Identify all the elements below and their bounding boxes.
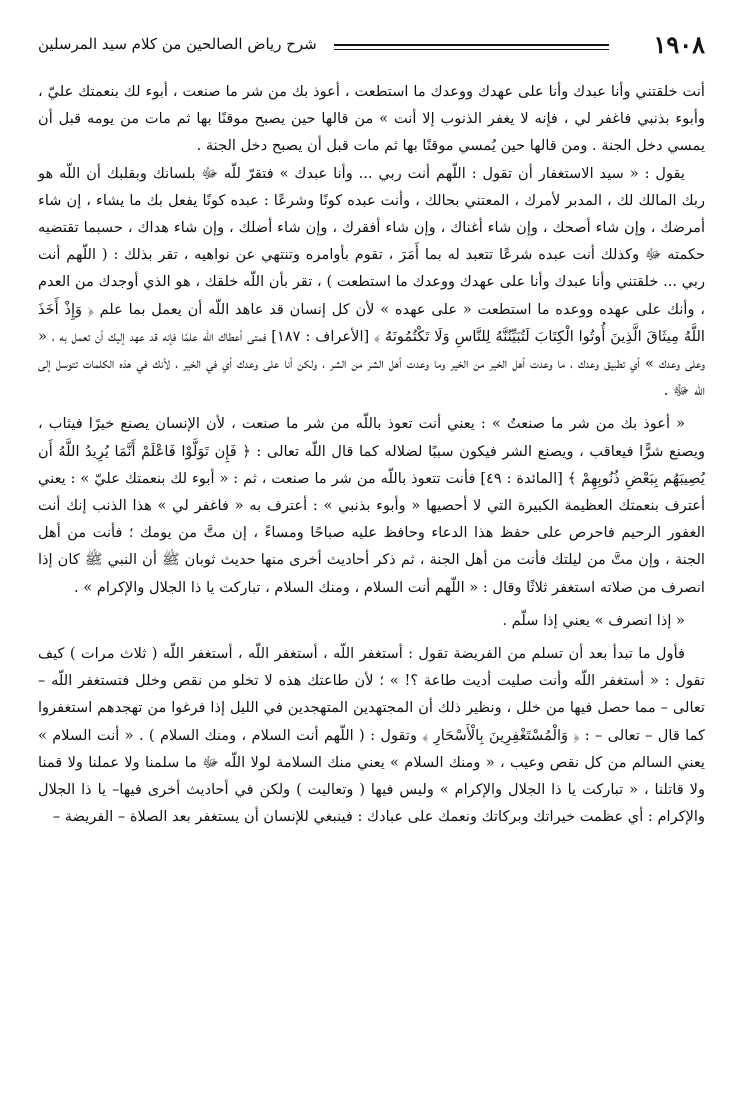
- page-body: [38, 78, 705, 830]
- paragraph: يقول : « سيد الاستغفار أن تقول : اللّهم أنت ربي ... وأنا عبدك » فتقرّ للّه ﷻ بلسانك وبقلبك أن اللّه هو ربك المالك لك ، المدبر لأمرك ، المعتني بحالك ، وأنت عبده كونًا وشرعًا : عبده كونًا يفعل بك ما يشاء ، إن شاء أمرضك ، وإن شاء أصحك ، وإن شاء أغناك ، وإن شاء أفقرك ، وإن شاء أضلك ، وإن شاء هداك ، حسبما تقتضيه حكمته ﷻ وكذلك أنت عبده شرعًا تتعبد له بما أَمَرَ ، تقوم بأوامره وتنتهي عن نواهيه ، تقر بذلك : ( اللّهم أنت ربي ... خلقتني وأنا عبدك وأنا على عهدك ووعدك ما استطعت ) ، تقر بأن اللّه خلقك ، هو الذي أوجدك من العدم ، وأنك على عهده ووعده ما استطعت « على عهده » لأن كل إنسان قد عاهد اللّه أن يعمل بما علم ﴿ وَإِذْ أَخَذَ اللَّهُ مِيثَاقَ الَّذِينَ أُوتُوا الْكِتَابَ لَتُبَيِّنُنَّهُ لِلنَّاسِ وَلَا تَكْتُمُونَهُ ﴾ [الأعراف : ١٨٧] فمتى أعطاك اللّه علمًا فإنه قد عهد إليك أن تعمل به ، « وعلى وعدك » أي تطبيق وعدك ، ما وعدت أهل الخير من الخير وما وعدت أهل الشر من الشر ، ولكن أنا على وعدك أي في الخير ، لأنك في هذه الكلمات تتوسل إلى اللّه ﷻ .: [38, 164, 705, 400]
- running-title: شرح رياض الصالحين من كلام سيد المرسلين: [38, 35, 317, 53]
- paragraph: فأول ما تبدأ بعد أن تسلم من الفريضة تقول : أستغفر اللّه ، أستغفر اللّه ، أستغفر اللّه ( ثلاث مرات ) كيف تقول : « أستغفر اللّه وأنت صليت أديت طاعة ؟! » ؛ لأن طاعتك هذه لا تخلو من نقص وخلل فتستغفر اللّه – تعالى – مما حصل فيها من خلل ، ونظير ذلك أن المجتهدين المتهجدين في الليل إذا فرغوا من تهجدهم استغفروا كما قال – تعالى – : ﴿ وَالْمُسْتَغْفِرِينَ بِالْأَسْحَارِ ﴾ وتقول : ( اللّهم أنت السلام ، ومنك السلام ) . « أنت السلام » يعني السالم من كل نقص وعيب ، « ومنك السلام » يعني منك السلامة لولا اللّه ﷻ ما سلمنا ولا عملنا ولا قمنا ولا قاتلنا ، « تباركت يا ذا الجلال والإكرام » وليس فيها ( وتعاليت ) ولكن في أحاديث أخرى فيها– يا ذا الجلال والإكرام : أي عظمت خيراتك وبركاتك ونعمك على عبادك : فينبغي للإنسان أن يستغفر بعد الصلاة – الفريضة –: [38, 645, 705, 826]
- page-number: ١٩٠٨: [653, 30, 705, 59]
- paragraph: « إذا انصرف » يعني إذا سلّم .: [502, 611, 685, 629]
- header-rule: [334, 44, 609, 50]
- paragraph: أنت خلقتني وأنا عبدك وأنا على عهدك ووعدك ما استطعت ، أعوذ بك من شر ما صنعت ، أبوء لك بنعمتك عليّ ، وأبوء بذنبي فاغفر لي ، فإنه لا يغفر الذنوب إلا أنت » من قالها حين يصبح موقنًا بها ثم مات من يومه قبل أن يمسي دخل الجنة . ومن قالها حين يُمسي موقنًا بها ثم مات قبل أن يصبح دخل الجنة .: [38, 83, 705, 155]
- page-header: [38, 30, 705, 70]
- paragraph: « أعوذ بك من شر ما صنعتُ » : يعني أنت تعوذ باللّه من شر ما صنعت ، لأن الإنسان يصنع خيرًا فيثاب ، ويصنع شرًّا فيعاقب ، ويصنع الشر فيكون سببًا لضلاله كما قال اللّه تعالى : ﴿ فَإِن تَوَلَّوْا فَاعْلَمْ أَنَّمَا يُرِيدُ اللَّهُ أَن يُصِيبَهُم بِبَعْضِ ذُنُوبِهِمْ ﴾ [المائدة : ٤٩] فأنت تتعوذ باللّه من شر ما صنعت ، ثم : « أبوء لك بنعمتك عليّ » : يعني أعترف بنعمتك العظيمة الكبيرة التي لا أحصيها « وأبوء بذنبي » : أعترف به « فاغفر لي » هذا الذنب إنك أنت الغفور الرحيم فاحرص على حفظ هذا الدعاء وحافظ عليه صباحًا ومساءً ، إن متَّ من يومك ؛ فأنت من أهل الجنة ، وإن متَّ من ليلتك فأنت من أهل الجنة ، ثم ذكر أحاديث أخرى منها حديث ثوبان ﷺ أن النبي ﷺ كان إذا انصرف من صلاته استغفر ثلاثًا وقال : « اللّهم أنت السلام ، ومنك السلام ، تباركت يا ذا الجلال والإكرام » .: [38, 415, 705, 596]
